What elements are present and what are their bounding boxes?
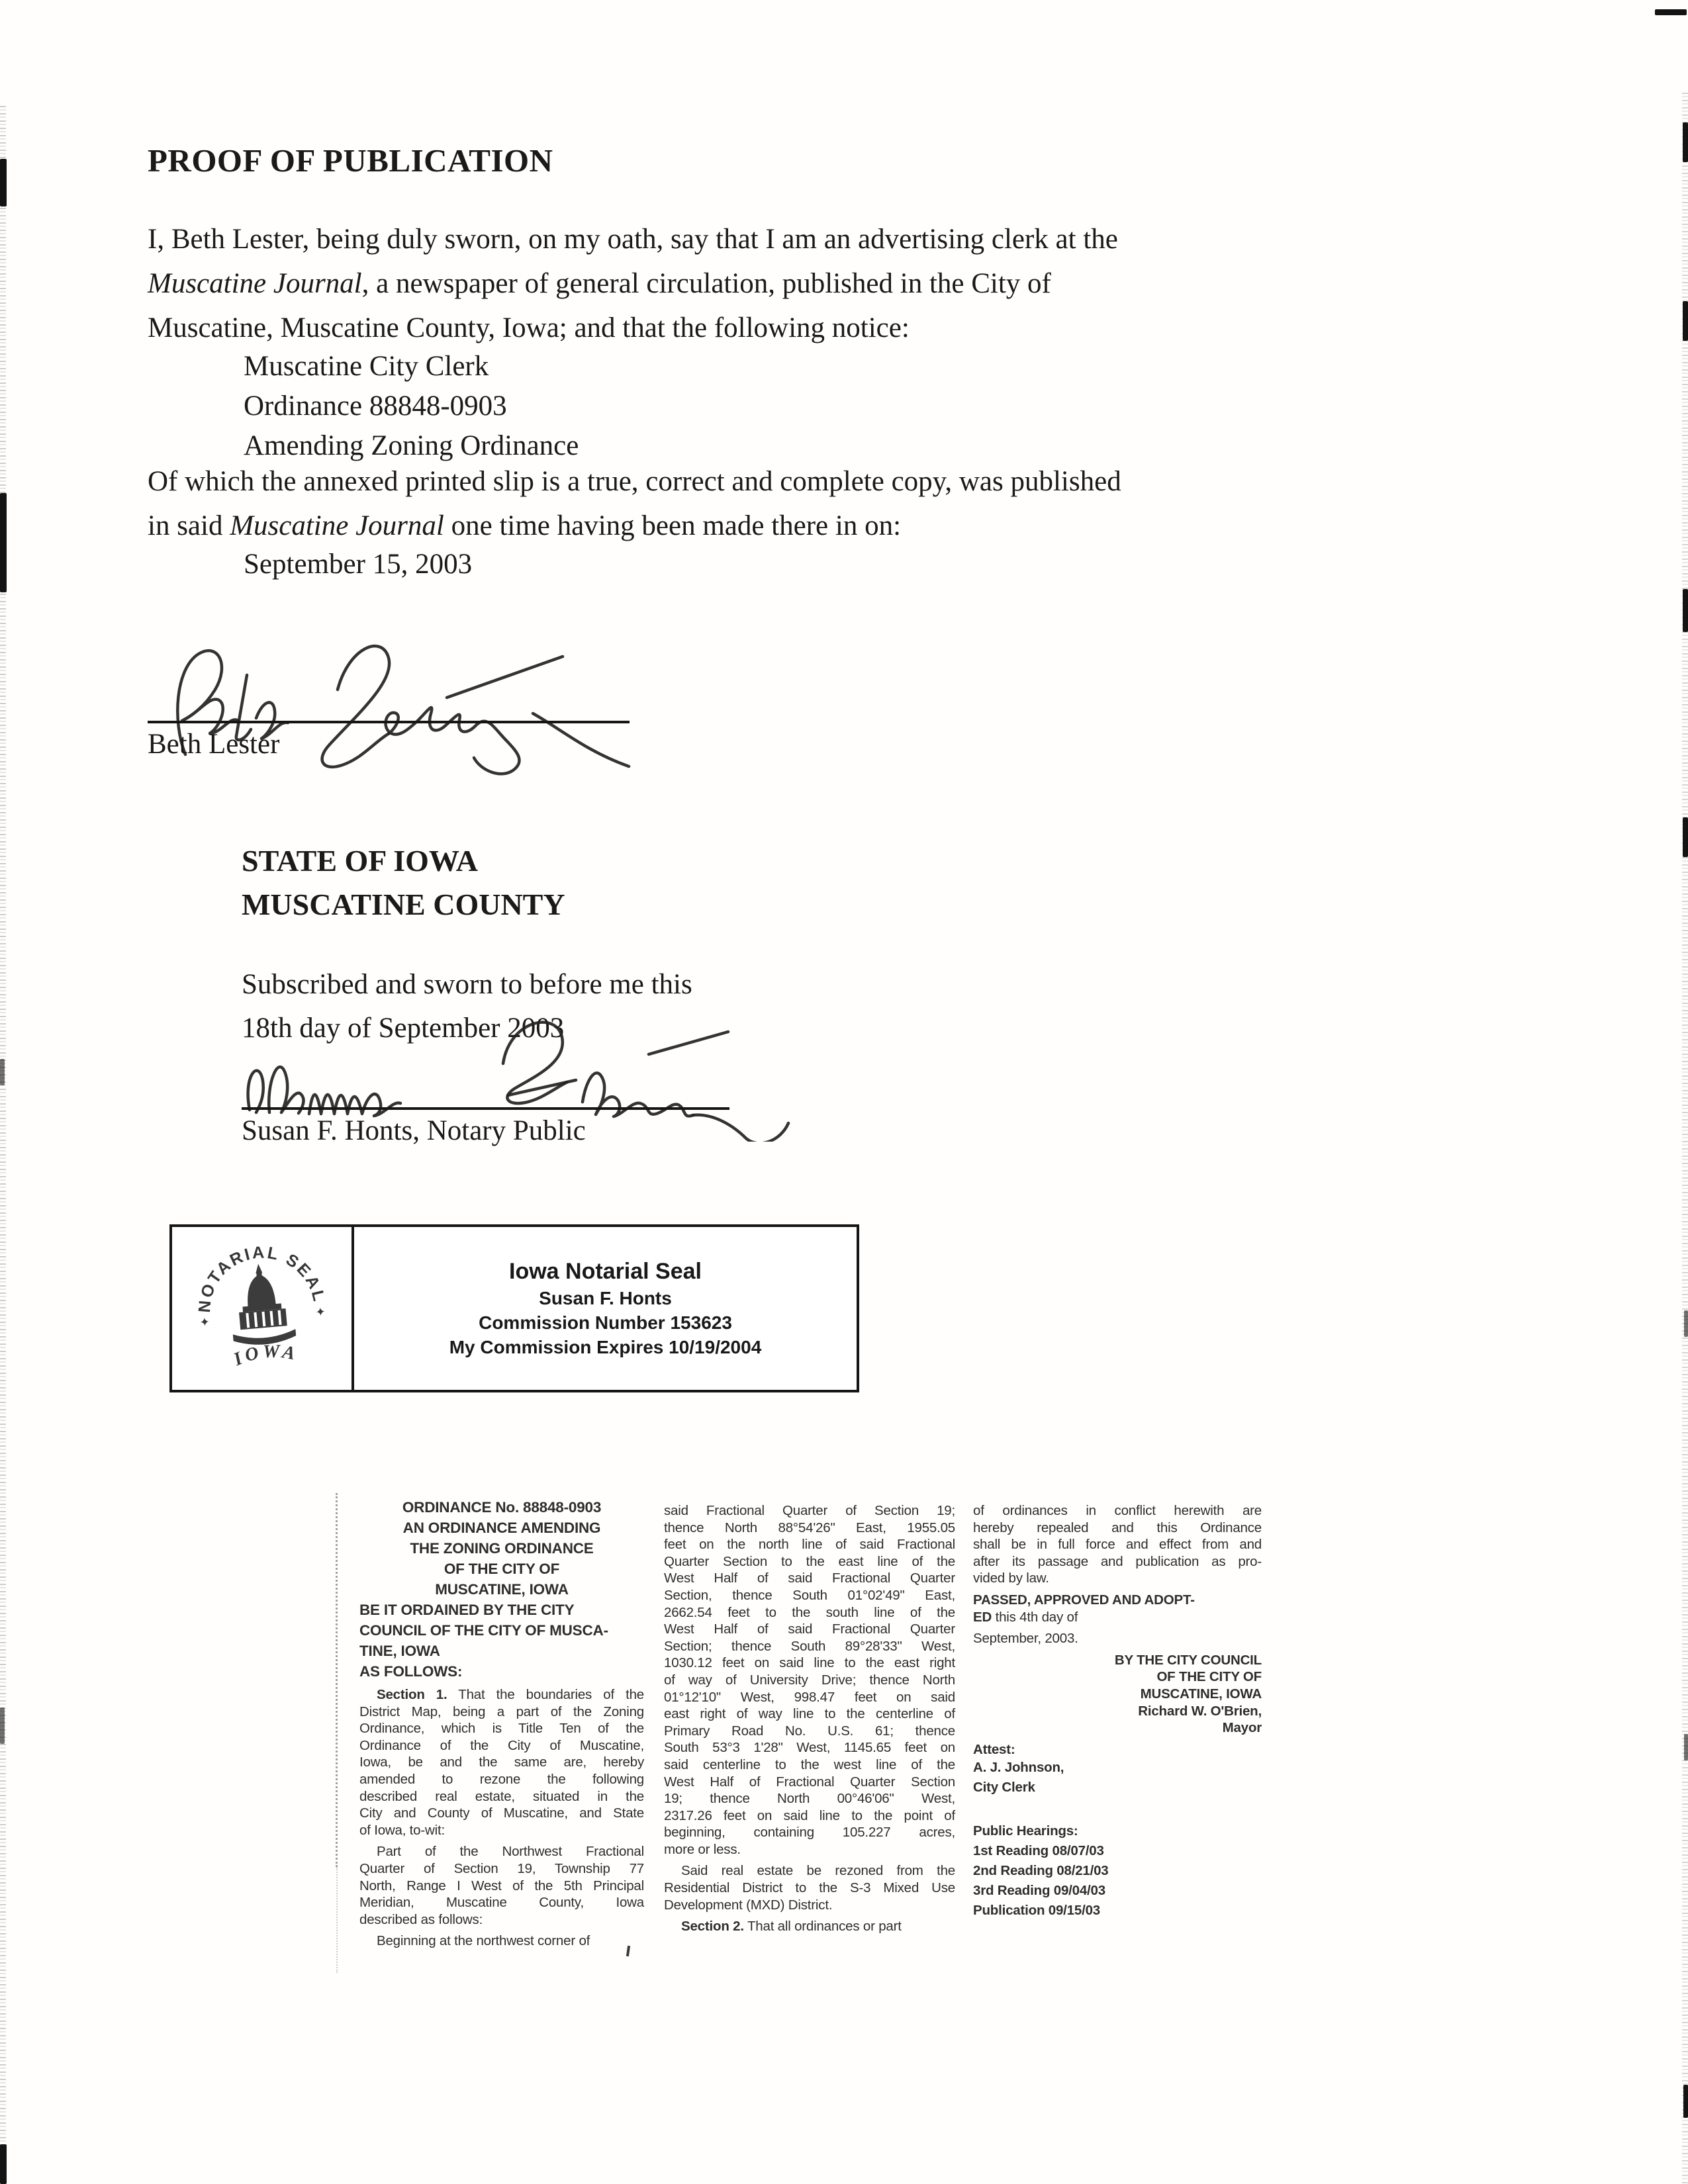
clipping-line: Attest: xyxy=(973,1741,1015,1757)
svg-text:NOTARIAL SEAL: NOTARIAL SEAL xyxy=(195,1243,328,1314)
svg-text:IOWA: IOWA xyxy=(230,1341,300,1371)
clipping-line: MUSCATINE, IOWA xyxy=(1140,1686,1262,1702)
clipping-line: Section 2. That all ordinances or part xyxy=(681,1919,902,1934)
sworn-line-1: Subscribed and sworn to before me this xyxy=(242,969,692,1000)
clipping-line: BY THE CITY COUNCIL xyxy=(1114,1652,1262,1668)
clipping-line: described as follows: xyxy=(359,1911,483,1927)
clipping-line: after its passage and publication as pro- xyxy=(973,1553,1262,1569)
clipping-line: West Half of said Fractional Quarter xyxy=(664,1570,955,1586)
clipping-column-3 xyxy=(973,1502,1262,1921)
state-line: STATE OF IOWA xyxy=(242,844,478,878)
clipping-line: more or less. xyxy=(664,1841,741,1857)
clipping-line: AS FOLLOWS: xyxy=(359,1663,463,1680)
scan-artifact-bracket-mark xyxy=(626,1946,630,1956)
clipping-line: Iowa, be and the same are, hereby xyxy=(359,1754,644,1770)
clipping-edge-rule xyxy=(336,1867,338,1973)
scan-artifact-blob xyxy=(0,1059,5,1085)
notarial-seal-stamp-cell xyxy=(172,1227,352,1390)
clipping-line: 01°12'10" West, 998.47 feet on said xyxy=(664,1689,955,1705)
clipping-line: hereby repealed and this Ordinance xyxy=(973,1520,1262,1535)
clipping-line: MUSCATINE, IOWA xyxy=(435,1581,569,1598)
notice-list xyxy=(244,347,579,466)
clipping-line: Publication 09/15/03 xyxy=(973,1903,1100,1919)
clipping-line: 2662.54 feet to the south line of the xyxy=(664,1604,955,1620)
clipping-line: of way of University Drive; thence North xyxy=(664,1672,955,1688)
scan-artifact-blob xyxy=(0,159,7,206)
clipping-line: 1st Reading 08/07/03 xyxy=(973,1843,1104,1859)
clipping-line: beginning, containing 105.227 acres, xyxy=(664,1825,955,1841)
clipping-line: Ordinance, which is Title Ten of the xyxy=(359,1721,644,1737)
county-line: MUSCATINE COUNTY xyxy=(242,887,565,921)
clipping-line: Beginning at the northwest corner of xyxy=(377,1933,590,1949)
sworn-line-2: 18th day of September 2003 xyxy=(242,1013,565,1044)
clipping-line: Public Hearings: xyxy=(973,1823,1078,1839)
intro-paragraph xyxy=(148,217,1118,350)
signer-name: Beth Lester xyxy=(148,729,280,760)
clipping-line: 3rd Reading 09/04/03 xyxy=(973,1883,1105,1899)
clipping-line: Section; thence South 89°28'33" West, xyxy=(664,1638,955,1654)
clipping-line: feet on the north line of said Fractional xyxy=(664,1537,955,1553)
clipping-line: BE IT ORDAINED BY THE CITY xyxy=(359,1602,575,1618)
scan-artifact-blob xyxy=(1683,817,1688,857)
clipping-line: North, Range I West of the 5th Principal xyxy=(359,1878,644,1893)
clipping-line: A. J. Johnson, xyxy=(973,1760,1064,1776)
notarial-seal-stamp-icon xyxy=(186,1232,338,1385)
notice-line-clerk: Muscatine City Clerk xyxy=(244,351,489,382)
newspaper-name-italic: Muscatine Journal xyxy=(148,268,362,299)
clipping-line: 2317.26 feet on said line to the point of xyxy=(664,1807,955,1823)
affirm-line-2: in said Muscatine Journal one time having been made there in on: xyxy=(148,510,902,541)
newspaper-name-italic: Muscatine Journal xyxy=(230,510,444,541)
intro-line-3: Muscatine, Muscatine County, Iowa; and that the following notice: xyxy=(148,312,910,343)
clipping-line: West Half of said Fractional Quarter xyxy=(664,1621,955,1637)
scan-artifact-blob xyxy=(1684,1310,1688,1337)
scan-artifact-top-right-dash xyxy=(1655,9,1687,15)
clipping-line: ORDINANCE No. 88848-0903 xyxy=(402,1499,602,1516)
seal-notary-name: Susan F. Honts xyxy=(539,1288,672,1308)
signature-rule xyxy=(242,1107,729,1110)
clipping-line: Development (MXD) District. xyxy=(664,1897,833,1913)
notary-name: Susan F. Honts, Notary Public xyxy=(242,1115,586,1146)
svg-text:✦: ✦ xyxy=(199,1315,211,1330)
clipping-line: Section, thence South 01°02'49" East, xyxy=(664,1587,955,1603)
clipping-line: COUNCIL OF THE CITY OF MUSCA- xyxy=(359,1622,608,1639)
clipping-line: thence North 88°54'26" East, 1955.05 xyxy=(664,1520,955,1535)
clipping-line: Mayor xyxy=(1222,1720,1262,1736)
clipping-line: PASSED, APPROVED AND ADOPT- xyxy=(973,1592,1195,1608)
page-title: PROOF OF PUBLICATION xyxy=(148,142,553,179)
scan-artifact-blob xyxy=(0,2144,7,2184)
clipping-line: amended to rezone the following xyxy=(359,1771,644,1787)
notary-state-heading xyxy=(242,839,565,927)
clipping-line: TINE, IOWA xyxy=(359,1643,440,1659)
clipping-line: Richard W. O'Brien, xyxy=(1138,1703,1262,1719)
clipping-line: South 53°3 1'28" West, 1145.65 feet on xyxy=(664,1740,955,1756)
clipping-line: of ordinances in conflict herewith are xyxy=(973,1503,1262,1518)
clipping-line: Quarter of Section 19, Township 77 xyxy=(359,1860,644,1876)
clipping-line: West Half of Fractional Quarter Section xyxy=(664,1774,955,1790)
seal-title: Iowa Notarial Seal xyxy=(509,1259,702,1284)
scan-artifact-left-edge xyxy=(0,106,6,2184)
affirm-line-1: Of which the annexed printed slip is a true, correct and complete copy, was published xyxy=(148,466,1121,497)
svg-text:✦: ✦ xyxy=(314,1304,326,1320)
intro-line-1: I, Beth Lester, being duly sworn, on my oath, say that I am an advertising clerk at the xyxy=(148,224,1118,255)
clipping-line: Said real estate be rezoned from the xyxy=(681,1863,955,1879)
scan-artifact-blob xyxy=(1683,2085,1688,2118)
clipping-line: of Iowa, to-wit: xyxy=(359,1822,445,1838)
clipping-line: Quarter Section to the east line of the xyxy=(664,1553,955,1569)
clipping-line: east right of way line to the centerline of xyxy=(664,1706,955,1722)
clipping-line: OF THE CITY OF xyxy=(1156,1669,1262,1685)
clipping-line: 19; thence North 00°46'06" West, xyxy=(664,1791,955,1807)
clipping-line: District Map, being a part of the Zoning xyxy=(359,1704,644,1719)
clipping-line: said Fractional Quarter of Section 19; xyxy=(664,1503,955,1518)
clipping-line: said centerline to the west line of the xyxy=(664,1756,955,1772)
affirmation-paragraph xyxy=(148,459,1121,548)
clipping-line: shall be in full force and effect from and xyxy=(973,1537,1262,1553)
notarial-seal-box xyxy=(169,1224,859,1392)
clipping-edge-rule xyxy=(336,1493,338,1867)
scan-artifact-blob xyxy=(0,1707,5,1744)
beth-lester-signature xyxy=(136,629,665,788)
notice-line-ordinance: Ordinance 88848-0903 xyxy=(244,390,507,422)
clipping-line: OF THE CITY OF xyxy=(444,1561,560,1577)
clipping-line: AN ORDINANCE AMENDING xyxy=(402,1520,601,1536)
clipping-column-1 xyxy=(359,1497,644,1950)
clipping-line: THE ZONING ORDINANCE xyxy=(410,1540,594,1557)
clipping-line: ED this 4th day of xyxy=(973,1609,1078,1625)
scan-artifact-blob xyxy=(0,493,7,592)
scan-artifact-blob xyxy=(1683,301,1688,341)
clipping-line: Section 1. That the boundaries of the xyxy=(377,1687,644,1702)
clipping-line: Residential District to the S-3 Mixed Use xyxy=(664,1880,955,1896)
clipping-line: Part of the Northwest Fractional xyxy=(377,1844,644,1860)
publication-date: September 15, 2003 xyxy=(244,549,473,580)
signature-rule xyxy=(148,721,630,723)
clipping-column-2 xyxy=(664,1502,955,1935)
clipping-line: vided by law. xyxy=(973,1570,1049,1586)
seal-expiration: My Commission Expires 10/19/2004 xyxy=(449,1337,762,1357)
seal-text-cell xyxy=(354,1227,857,1390)
clipping-line: 1030.12 feet on said line to the east right xyxy=(664,1655,955,1671)
scan-artifact-right-edge xyxy=(1682,93,1688,2184)
clipping-line: Ordinance of the City of Muscatine, xyxy=(359,1737,644,1753)
clipping-line: September, 2003. xyxy=(973,1631,1078,1647)
clipping-line: 2nd Reading 08/21/03 xyxy=(973,1863,1109,1879)
scan-artifact-blob xyxy=(1684,1734,1688,1760)
clipping-line: described real estate, situated in the xyxy=(359,1788,644,1804)
clipping-line: City and County of Muscatine, and State xyxy=(359,1805,644,1821)
intro-line-2: Muscatine Journal, a newspaper of general circulation, published in the City of xyxy=(148,268,1051,299)
clipping-line: Meridian, Muscatine County, Iowa xyxy=(359,1895,644,1911)
clipping-line: City Clerk xyxy=(973,1780,1035,1796)
scan-artifact-blob xyxy=(1683,589,1688,632)
notice-line-amending: Amending Zoning Ordinance xyxy=(244,430,579,461)
scan-artifact-blob xyxy=(1683,122,1688,162)
seal-commission-number: Commission Number 153623 xyxy=(479,1312,732,1333)
clipping-line: Primary Road No. U.S. 61; thence xyxy=(664,1723,955,1739)
